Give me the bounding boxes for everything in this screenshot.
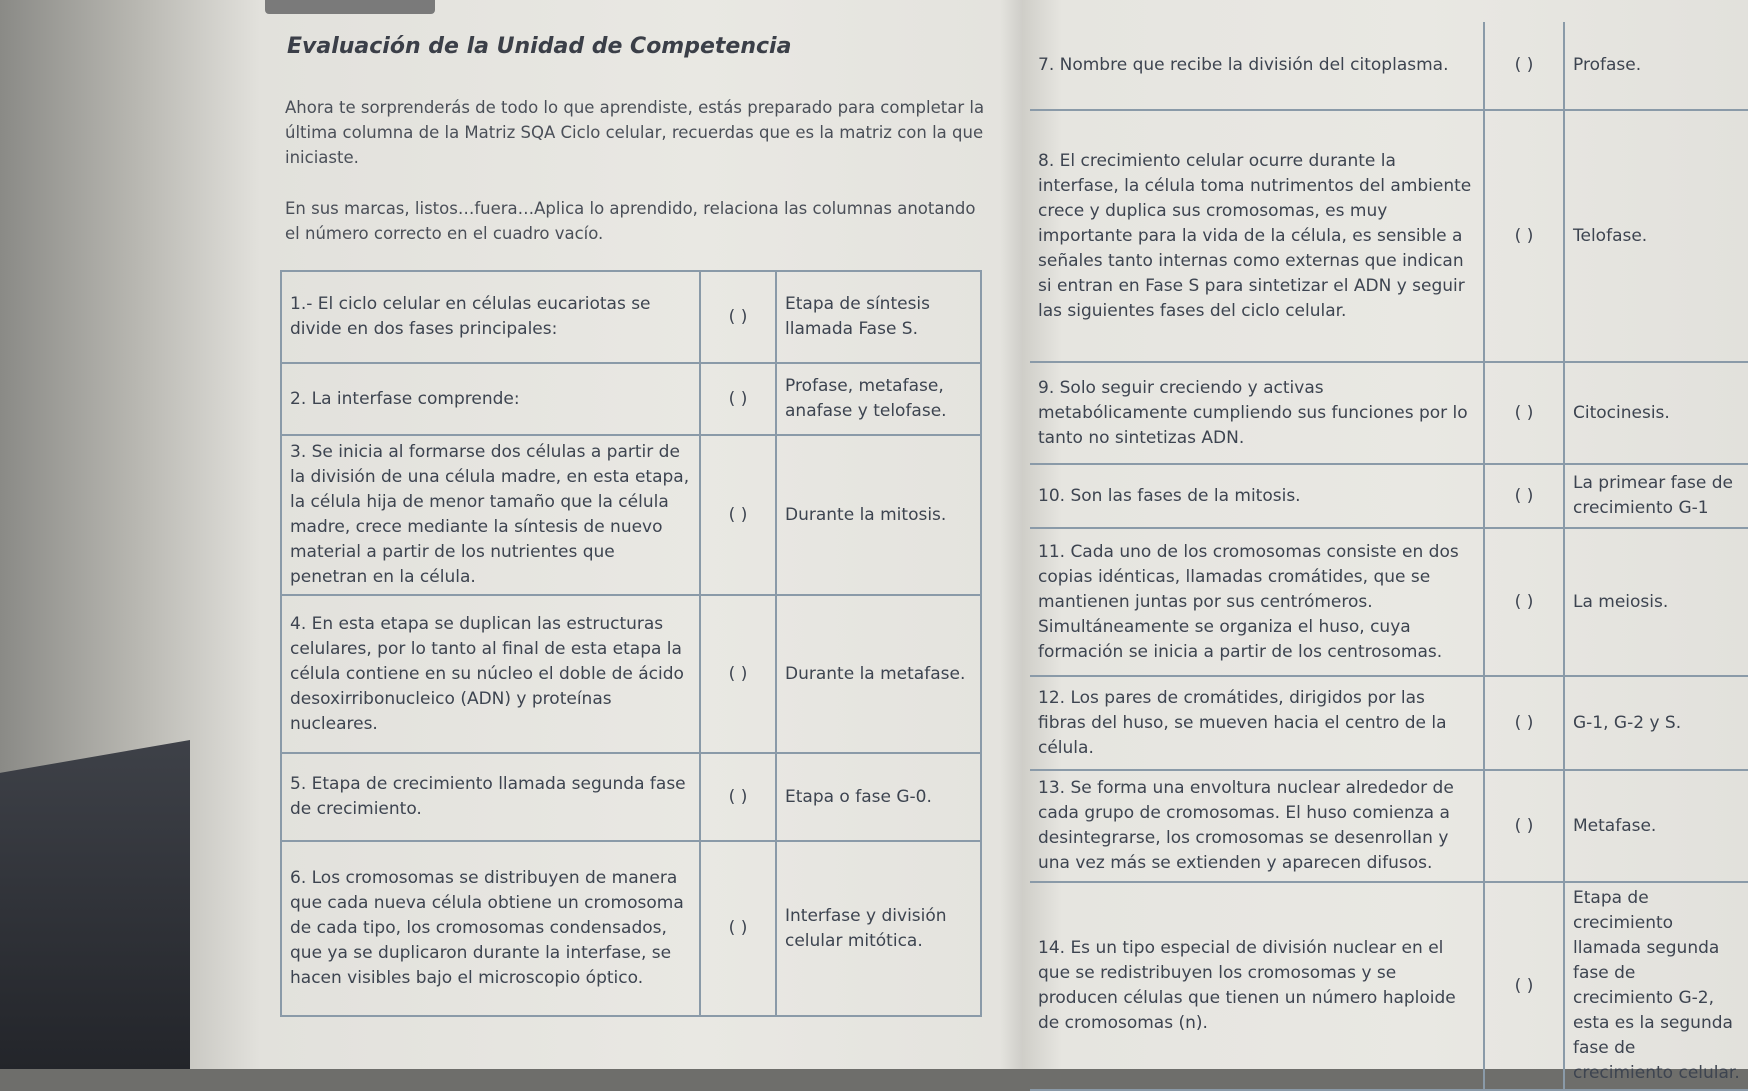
matching-table-left xyxy=(280,270,982,1017)
background-shadow xyxy=(0,740,190,1069)
answer-blank[interactable]: ( ) xyxy=(1484,770,1564,882)
question-cell: 12. Los pares de cromátides, dirigidos por las fibras del huso, se mueven hacia el centro de la célula. xyxy=(1030,676,1484,770)
answer-option: Durante la mitosis. xyxy=(776,435,981,595)
answer-option: Citocinesis. xyxy=(1564,362,1748,464)
answer-blank[interactable]: ( ) xyxy=(700,363,776,435)
answer-option: Profase, metafase, anafase y telofase. xyxy=(776,363,981,435)
question-cell: 5. Etapa de crecimiento llamada segunda fase de crecimiento. xyxy=(281,753,700,841)
table-row xyxy=(281,841,981,1016)
answer-option: Profase. xyxy=(1564,22,1748,110)
right-page xyxy=(1022,0,1748,1083)
answer-blank[interactable]: ( ) xyxy=(1484,464,1564,528)
answer-blank[interactable]: ( ) xyxy=(1484,22,1564,110)
question-cell: 6. Los cromosomas se distribuyen de manera que cada nueva célula obtiene un cromosoma de cada tipo, los cromosomas condensados, que ya se duplicaron durante la interfase, se hacen visibles bajo el microscopio óptico. xyxy=(281,841,700,1016)
question-cell: 9. Solo seguir creciendo y activas metabólicamente cumpliendo sus funciones por lo tanto no sintetizas ADN. xyxy=(1030,362,1484,464)
answer-blank[interactable]: ( ) xyxy=(1484,362,1564,464)
answer-option: La meiosis. xyxy=(1564,528,1748,676)
question-cell: 1.- El ciclo celular en células eucariotas se divide en dos fases principales: xyxy=(281,271,700,363)
answer-blank[interactable]: ( ) xyxy=(1484,676,1564,770)
table-row xyxy=(1030,882,1748,1090)
answer-blank[interactable]: ( ) xyxy=(1484,882,1564,1090)
question-cell: 11. Cada uno de los cromosomas consiste en dos copias idénticas, llamadas cromátides, que se mantienen juntas por sus centrómeros. Simultáneamente se organiza el huso, cuya formación se inicia a partir de los centrosomas. xyxy=(1030,528,1484,676)
table-row xyxy=(281,271,981,363)
page-header-tab xyxy=(265,0,435,14)
answer-option: Etapa de síntesis llamada Fase S. xyxy=(776,271,981,363)
answer-blank[interactable]: ( ) xyxy=(700,435,776,595)
answer-blank[interactable]: ( ) xyxy=(700,841,776,1016)
table-row xyxy=(281,595,981,753)
table-row xyxy=(1030,676,1748,770)
answer-blank[interactable]: ( ) xyxy=(700,595,776,753)
table-row xyxy=(281,753,981,841)
answer-blank[interactable]: ( ) xyxy=(700,753,776,841)
question-cell: 7. Nombre que recibe la división del citoplasma. xyxy=(1030,22,1484,110)
question-cell: 13. Se forma una envoltura nuclear alrededor de cada grupo de cromosomas. El huso comienza a desintegrarse, los cromosomas se desenrollan y una vez más se extienden y aparecen difusos. xyxy=(1030,770,1484,882)
table-row xyxy=(1030,22,1748,110)
evaluation-title: Evaluación de la Unidad de Competencia xyxy=(287,34,792,59)
answer-blank[interactable]: ( ) xyxy=(1484,528,1564,676)
answer-option: Etapa de crecimiento llamada segunda fase de crecimiento G-2, esta es la segunda fase de crecimiento celular. xyxy=(1564,882,1748,1090)
intro-paragraph: Ahora te sorprenderás de todo lo que aprendiste, estás preparado para completar la última columna de la Matriz SQA Ciclo celular, recuerdas que es la matriz con la que iniciaste. xyxy=(285,98,985,167)
question-cell: 4. En esta etapa se duplican las estructuras celulares, por lo tanto al final de esta etapa la célula contiene en su núcleo el doble de ácido desoxirribonucleico (ADN) y proteínas nucleares. xyxy=(281,595,700,753)
answer-option: Etapa o fase G-0. xyxy=(776,753,981,841)
table-row xyxy=(1030,464,1748,528)
answer-option: Telofase. xyxy=(1564,110,1748,362)
question-cell: 10. Son las fases de la mitosis. xyxy=(1030,464,1484,528)
table-row xyxy=(1030,770,1748,882)
table-row xyxy=(281,435,981,595)
answer-option: La primear fase de crecimiento G-1 xyxy=(1564,464,1748,528)
table-row xyxy=(1030,362,1748,464)
answer-blank[interactable]: ( ) xyxy=(700,271,776,363)
answer-option: Durante la metafase. xyxy=(776,595,981,753)
question-cell: 14. Es un tipo especial de división nuclear en el que se redistribuyen los cromosomas y se producen células que tienen un número haploide de cromosomas (n). xyxy=(1030,882,1484,1090)
answer-blank[interactable]: ( ) xyxy=(1484,110,1564,362)
answer-option: Interfase y división celular mitótica. xyxy=(776,841,981,1016)
question-cell: 8. El crecimiento celular ocurre durante la interfase, la célula toma nutrimentos del ambiente crece y duplica sus cromosomas, es muy importante para la vida de la célula, es sensible a señales tanto internas como externas que indican si entran en Fase S para sintetizar el ADN y seguir las siguientes fases del ciclo celular. xyxy=(1030,110,1484,362)
instructions-paragraph: En sus marcas, listos…fuera…Aplica lo aprendido, relaciona las columnas anotando el número correcto en el cuadro vacío. xyxy=(285,199,976,243)
question-cell: 2. La interfase comprende: xyxy=(281,363,700,435)
question-cell: 3. Se inicia al formarse dos células a partir de la división de una célula madre, en esta etapa, la célula hija de menor tamaño que la célula madre, crece mediante la síntesis de nuevo material a partir de los nutrientes que penetran en la célula. xyxy=(281,435,700,595)
table-row xyxy=(1030,528,1748,676)
table-row xyxy=(1030,110,1748,362)
answer-option: G-1, G-2 y S. xyxy=(1564,676,1748,770)
answer-option: Metafase. xyxy=(1564,770,1748,882)
table-row xyxy=(281,363,981,435)
matching-table-right xyxy=(1030,22,1748,1091)
